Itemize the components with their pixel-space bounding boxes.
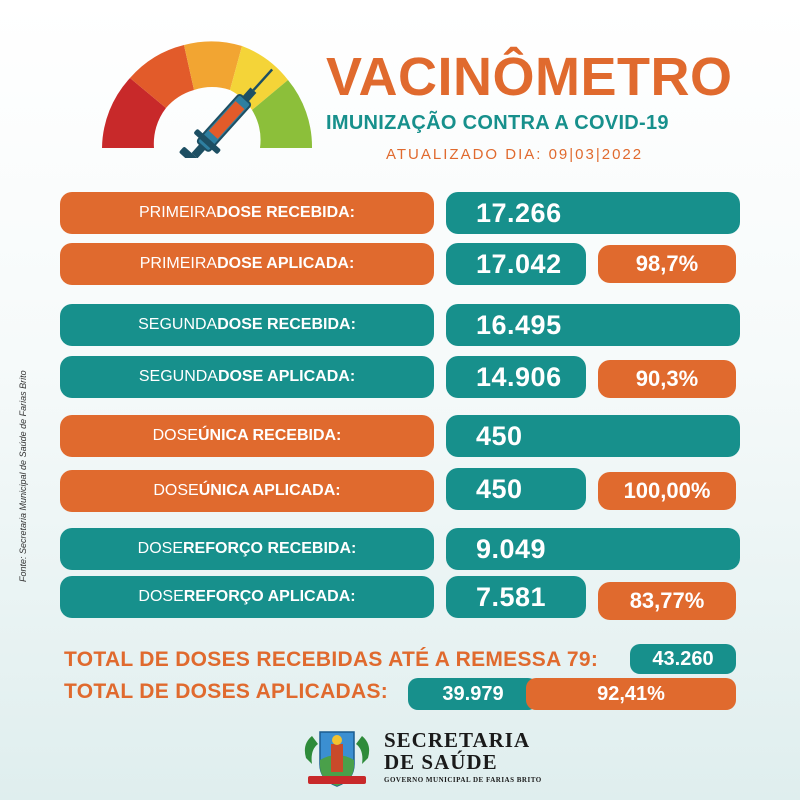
row-label: SEGUNDA DOSE APLICADA: <box>60 356 434 398</box>
row-label: PRIMEIRA DOSE RECEBIDA: <box>60 192 434 234</box>
row-percent: 90,3% <box>598 360 736 398</box>
row-percent: 83,77% <box>598 582 736 620</box>
row-label: DOSE ÚNICA RECEBIDA: <box>60 415 434 457</box>
page-subtitle: IMUNIZAÇÃO CONTRA A COVID-19 <box>326 112 669 134</box>
row-value: 7.581 <box>446 576 586 618</box>
footer-brand-line3: GOVERNO MUNICIPAL DE FARIAS BRITO <box>384 776 542 784</box>
row-value: 14.906 <box>446 356 586 398</box>
page-title: VACINÔMETRO <box>326 47 733 107</box>
total-applied-value: 39.979 <box>408 678 538 710</box>
row-percent: 98,7% <box>598 245 736 283</box>
row-value: 16.495 <box>446 304 740 346</box>
row-value: 17.266 <box>446 192 740 234</box>
row-value: 450 <box>446 468 586 510</box>
updated-date: ATUALIZADO DIA: 09|03|2022 <box>386 146 644 163</box>
row-label: PRIMEIRA DOSE APLICADA: <box>60 243 434 285</box>
total-applied-label: TOTAL DE DOSES APLICADAS: <box>64 680 389 703</box>
row-label: DOSE ÚNICA APLICADA: <box>60 470 434 512</box>
row-value: 17.042 <box>446 243 586 285</box>
row-value: 450 <box>446 415 740 457</box>
syringe-gauge-icon <box>92 28 322 158</box>
total-received-label: TOTAL DE DOSES RECEBIDAS ATÉ A REMESSA 79: <box>64 648 599 671</box>
row-percent: 100,00% <box>598 472 736 510</box>
footer-brand-line2: DE SAÚDE <box>384 750 498 774</box>
footer-brand-line1: SECRETARIA <box>384 728 531 752</box>
source-note: Fonte: Secretaria Municipal de Saúde de Farias Brito <box>18 370 28 582</box>
row-label: SEGUNDA DOSE RECEBIDA: <box>60 304 434 346</box>
municipal-crest-icon <box>298 724 376 790</box>
row-label: DOSE REFORÇO RECEBIDA: <box>60 528 434 570</box>
row-label: DOSE REFORÇO APLICADA: <box>60 576 434 618</box>
total-received-value: 43.260 <box>630 644 736 674</box>
row-value: 9.049 <box>446 528 740 570</box>
total-applied-percent: 92,41% <box>526 678 736 710</box>
